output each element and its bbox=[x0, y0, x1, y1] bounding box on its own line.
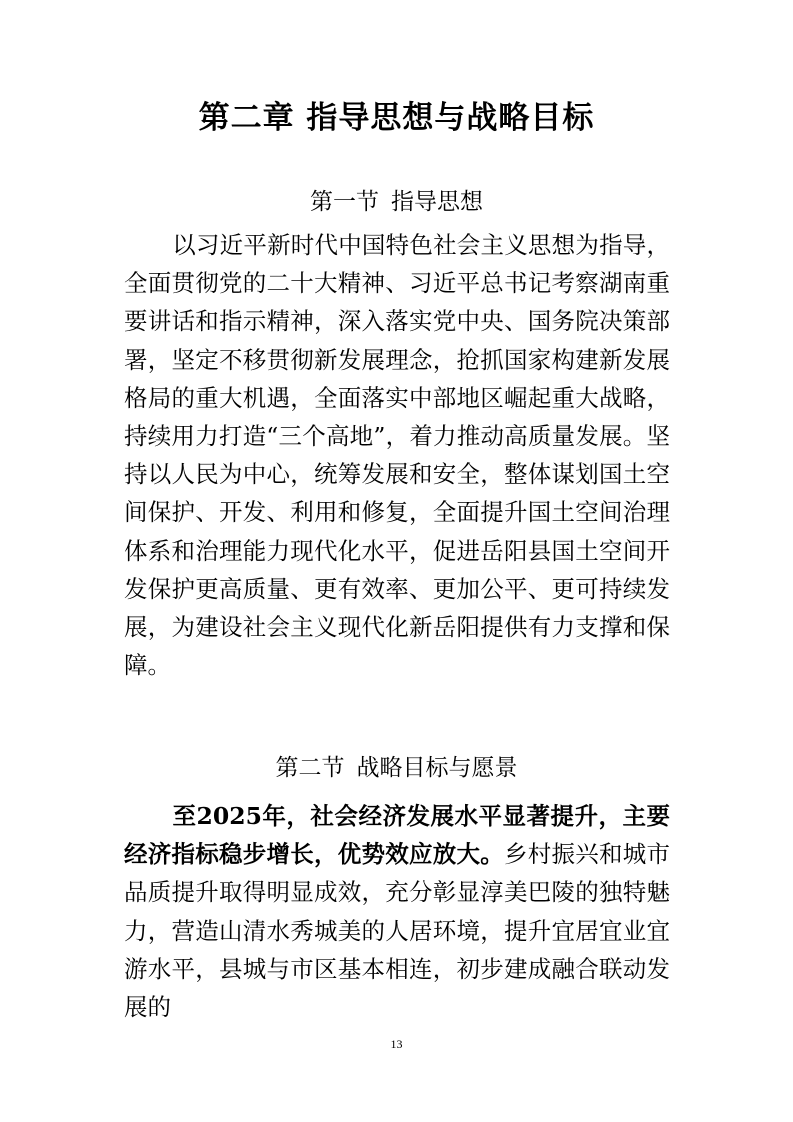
section-1-paragraph-text: 以习近平新时代中国特色社会主义思想为指导，全面贯彻党的二十大精神、习近平总书记考察湖南重要讲话和指示精神，深入落实党中央、国务院决策部署，坚定不移贯彻新发展理念，抢抓国家构建新发展格局的重大机遇，全面落实中部地区崛起重大战略，持续用力打造“三个高地”，着力推动高质量发展。坚持以人民为中心，统筹发展和安全，整体谋划国土空间保护、开发、利用和修复，全面提升国土空间治理体系和治理能力现代化水平，促进岳阳县国土空间开发保护更高质量、更有效率、更加公平、更可持续发展，为建设社会主义现代化新岳阳提供有力支撑和保障。 bbox=[124, 231, 670, 680]
section-1-paragraph bbox=[124, 226, 670, 684]
section-2-paragraph bbox=[124, 797, 670, 1026]
section-1-heading bbox=[0, 184, 793, 220]
page-number: 13 bbox=[390, 1037, 403, 1051]
section-2-title: 战略目标与愿景 bbox=[356, 755, 518, 781]
section-2-paragraph-bold: 至2025年，社会经济发展水平显著提升，主要经济指标稳步增长，优势效应放大。 bbox=[124, 802, 670, 869]
chapter-title: 第二章 指导思想与战略目标 bbox=[198, 100, 595, 136]
section-2-paragraph-text: 乡村振兴和城市品质提升取得明显成效，充分彰显淳美巴陵的独特魅力，营造山清水秀城美的人居环境，提升宜居宜业宜游水平，县城与市区基本相连，初步建成融合联动发展的 bbox=[124, 840, 670, 1022]
section-1-title: 指导思想 bbox=[391, 189, 483, 215]
section-1-number: 第一节 bbox=[310, 189, 379, 215]
section-2-heading bbox=[0, 750, 793, 786]
section-2-number: 第二节 bbox=[275, 755, 345, 781]
